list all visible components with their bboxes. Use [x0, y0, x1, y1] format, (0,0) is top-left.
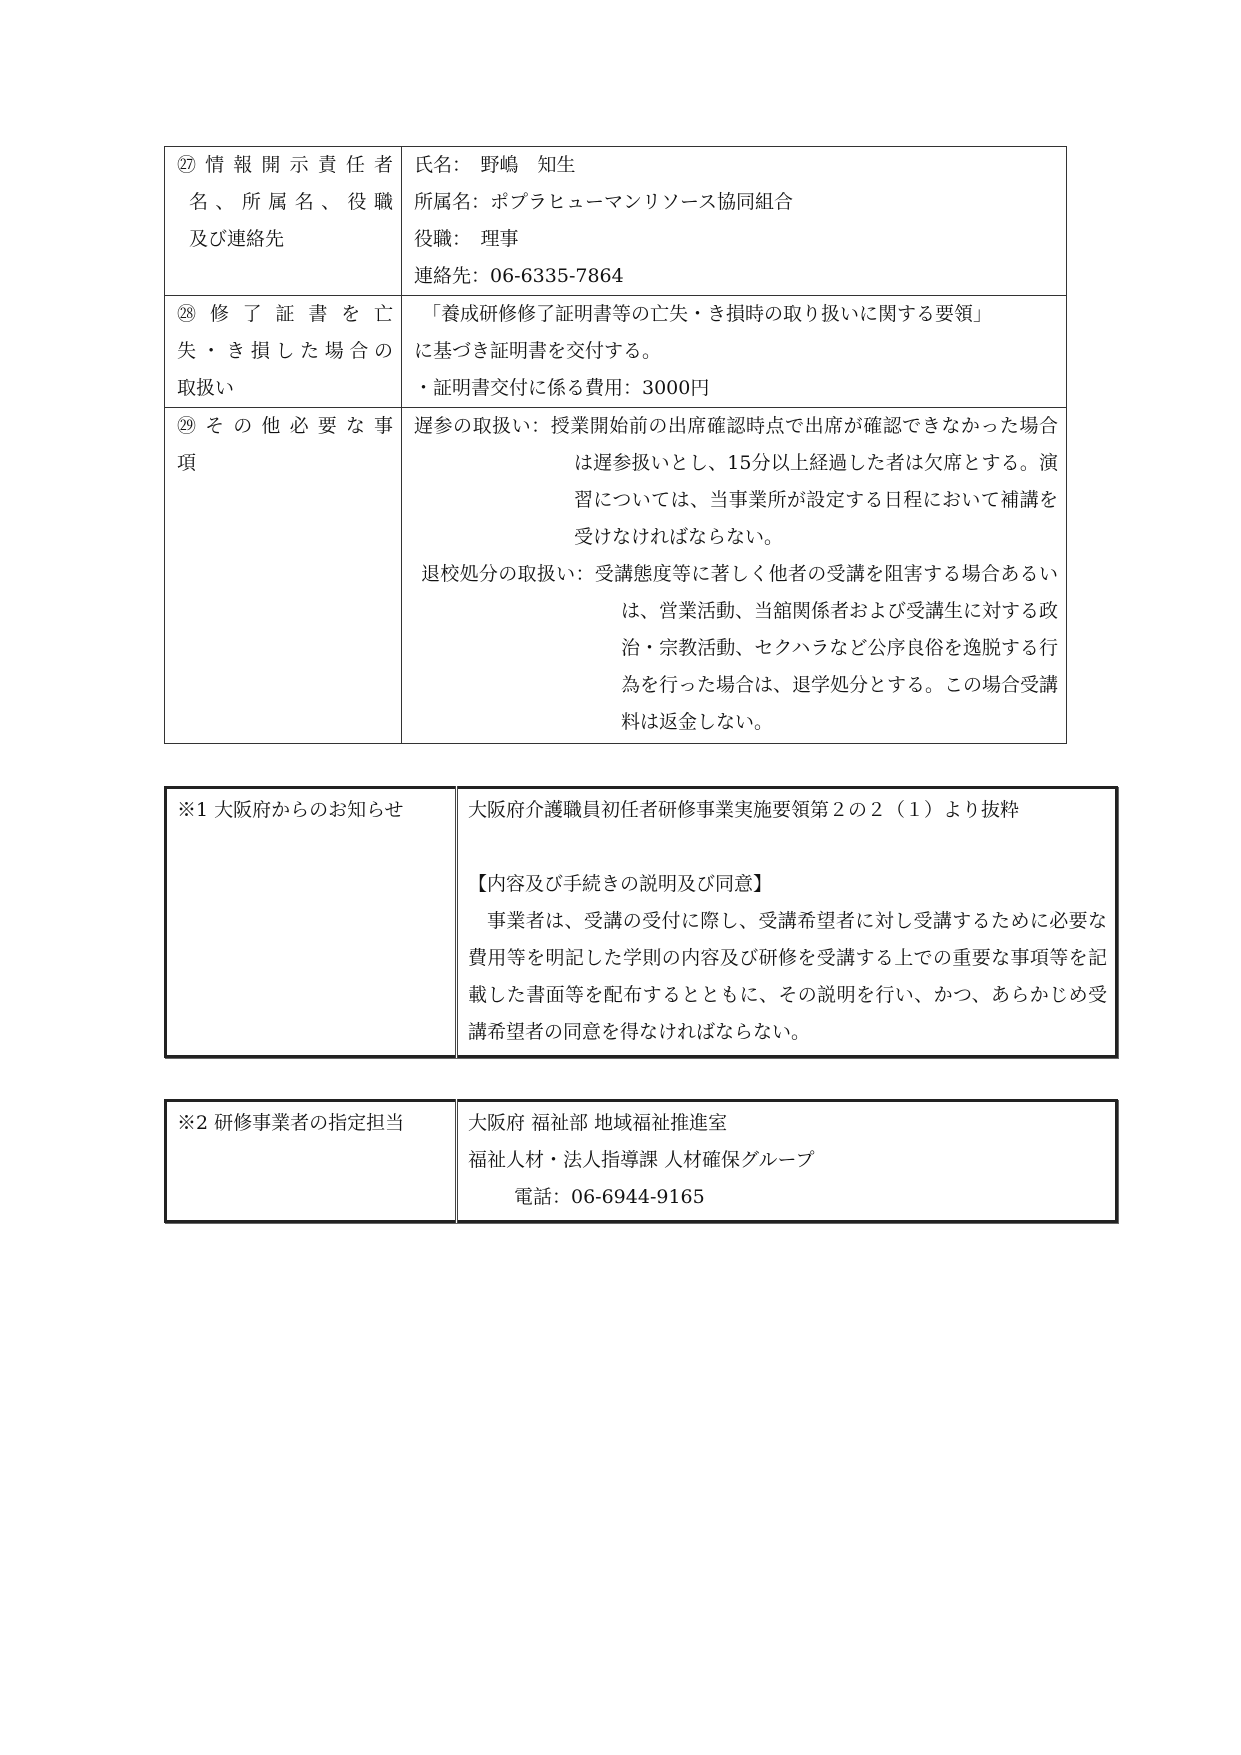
label-line: 項 — [177, 452, 197, 474]
label-line: 名、所属名、役職 — [189, 191, 393, 213]
notice-content — [457, 788, 1117, 1057]
notice-heading: 大阪府介護職員初任者研修事業実施要領第２の２（１）より抜粋 — [468, 799, 1020, 821]
value-line: に基づき証明書を交付する。 — [414, 340, 662, 362]
row-value-cell — [402, 147, 1067, 296]
contact-box — [164, 1099, 1118, 1223]
row-label-cell — [165, 408, 402, 744]
value-line: 役職： 理事 — [414, 228, 519, 250]
table-row — [166, 788, 1117, 1057]
label-line: ㉘修了証書を亡 — [177, 303, 393, 325]
osaka-notice-box — [164, 786, 1118, 1058]
notice-subheading: 【内容及び手続きの説明及び同意】 — [468, 873, 773, 895]
label-line: ㉙その他必要な事 — [177, 415, 393, 437]
label-line: 取扱い — [177, 377, 235, 399]
contact-label: ※2 研修事業者の指定担当 — [166, 1101, 457, 1222]
info-table — [164, 146, 1067, 744]
contact-dept: 大阪府 福祉部 地域福祉推進室 — [468, 1112, 728, 1134]
value-line: 氏名： 野嶋 知生 — [414, 154, 576, 176]
label-line: 失・き損した場合の — [177, 340, 393, 362]
row-value-cell — [402, 296, 1067, 408]
table-row — [166, 1101, 1117, 1222]
contact-phone: 電話：06-6944-9165 — [514, 1186, 705, 1208]
blank-line — [468, 829, 1107, 866]
value-line: 「養成研修修了証明書等の亡失・き損時の取り扱いに関する要領」 — [422, 303, 993, 325]
withdrawal-policy-text: 退校処分の取扱い：受講態度等に著しく他者の受講を阻害する場合あるいは、営業活動、当舘関係者および受講生に対する政治・宗教活動、セクハラなど公序良俗を逸脱する行為を行った場合は、退学処分とする。この場合受講料は返金しない。 — [421, 563, 1059, 733]
row-label-cell — [165, 296, 402, 408]
row-label-cell — [165, 147, 402, 296]
notice-body: 事業者は、受講の受付に際し、受講希望者に対し受講するために必要な費用等を明記した学則の内容及び研修を受講する上での重要な事項等を記載した書面等を配布するとともに、その説明を行い、かつ、あらかじめ受講希望者の同意を得なければならない。 — [468, 910, 1107, 1043]
table-row — [165, 296, 1067, 408]
value-line: 連絡先：06-6335-7864 — [414, 265, 624, 287]
notice-label: ※1 大阪府からのお知らせ — [166, 788, 457, 1057]
label-line: ㉗情報開示責任者 — [177, 154, 393, 176]
value-line: ・証明書交付に係る費用：3000円 — [414, 377, 710, 399]
row-value-cell — [402, 408, 1067, 744]
label-line: 及び連絡先 — [189, 228, 285, 250]
table-row — [165, 147, 1067, 296]
contact-group: 福祉人材・法人指導課 人材確保グループ — [468, 1149, 815, 1171]
late-policy-text: 遅参の取扱い：授業開始前の出席確認時点で出席が確認できなかった場合は遅参扱いとし、15分以上経過した者は欠席とする。演習については、当事業所が設定する日程において補講を受けなければならない。 — [414, 415, 1058, 548]
table-row — [165, 408, 1067, 744]
value-line: 所属名：ポプラヒューマンリソース協同組合 — [414, 191, 794, 213]
contact-content — [457, 1101, 1117, 1222]
